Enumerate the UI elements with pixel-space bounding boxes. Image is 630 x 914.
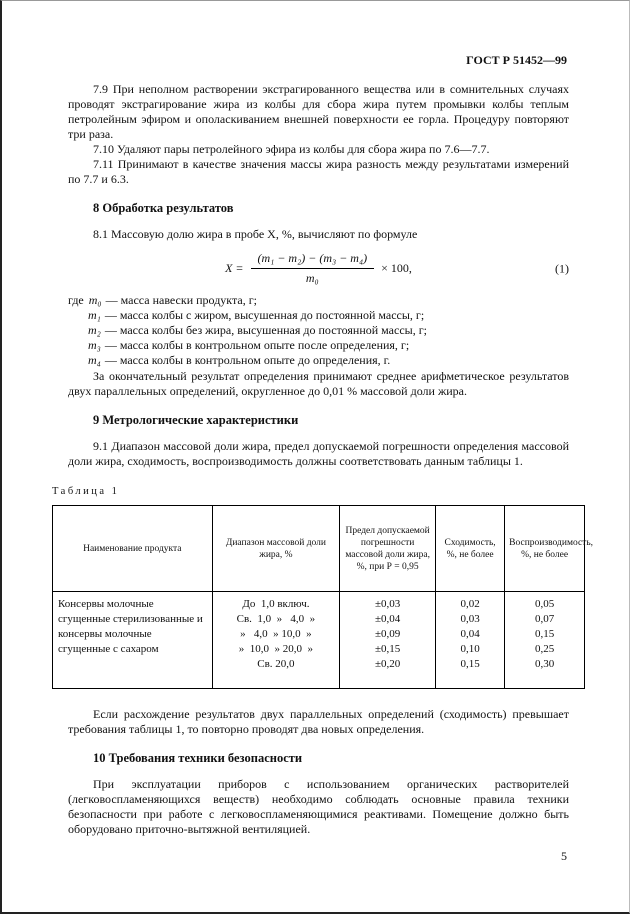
reproducibility-value: 0,30: [534, 658, 555, 670]
range-value: Св. 20,0: [257, 658, 295, 670]
clause-7-9: 7.9 При неполном растворении экстрагированного вещества или в сомнительных случаях проводят экстрагирование жира из колбы для сбора жира путем промывки колбы теплым петролейным эфиром и ополаскиванием внешней поверхности ее горла. Процедуру повторяют три раза.: [68, 82, 569, 141]
limit-value: ±0,09: [374, 628, 401, 640]
formula-definition-text: — масса навески продукта, г;: [105, 293, 257, 307]
cell-error-limits: [340, 592, 436, 689]
document-header: [2, 1, 629, 68]
cell-repeatability: [436, 592, 505, 689]
formula-definition-m1: [68, 308, 569, 323]
clause-9-1: 9.1 Диапазон массовой доли жира, предел допускаемой погрешности определения массовой доли жира, сходимость, воспроизводимость должны соответствовать данным таблицы 1.: [68, 439, 569, 468]
formula-definition-text: — масса колбы без жира, высушенная до постоянной массы, г;: [104, 323, 427, 337]
limit-value: ±0,04: [374, 613, 401, 625]
limit-value: ±0,20: [374, 658, 401, 670]
repeatability-value: 0,15: [460, 658, 480, 670]
formula-term-m4: m₄: [88, 353, 101, 367]
col-header-error-limit: Предел допускаемой погрешности массовой доли жира, %, при Р = 0,95: [340, 506, 436, 592]
limit-value: ±0,15: [374, 643, 401, 655]
formula-1: [68, 251, 569, 286]
section-9-heading: 9 Метрологические характеристики: [93, 413, 299, 427]
formula-definition-text: — масса колбы в контрольном опыте до определения, г.: [104, 353, 391, 367]
formula-expression: [225, 251, 412, 286]
reproducibility-value: 0,25: [534, 643, 555, 655]
range-value: » 4,0 » 10,0 »: [240, 628, 312, 640]
cell-reproducibility: [505, 592, 585, 689]
formula-definition-m3: [68, 338, 569, 353]
formula-term-m1: m₁: [88, 308, 101, 322]
section-10-heading: 10 Требования техники безопасности: [93, 751, 303, 765]
repeatability-value: 0,03: [460, 613, 480, 625]
formula-definition-text: — масса колбы с жиром, высушенная до постоянной массы, г;: [104, 308, 425, 322]
range-value: » 10,0 » 20,0 »: [238, 643, 314, 655]
clause-7-10: 7.10 Удаляют пары петролейного эфира из колбы для сбора жира по 7.6—7.7.: [93, 142, 490, 156]
page-number: 5: [561, 849, 567, 863]
formula-definition-m0: [68, 293, 569, 308]
standard-number: ГОСТ Р 51452—99: [466, 53, 567, 67]
table-row: [53, 592, 585, 689]
formula-definition-text: — масса колбы в контрольном опыте после определения, г;: [104, 338, 410, 352]
range-value: Св. 1,0 » 4,0 »: [236, 613, 316, 625]
where-label: где: [68, 293, 84, 307]
table-1: [52, 505, 594, 689]
range-value: До 1,0 включ.: [242, 598, 310, 610]
clause-8-1: 8.1 Массовую долю жира в пробе X, %, вычисляют по формуле: [93, 227, 418, 241]
page-content: [2, 68, 629, 837]
table-1-note: Если расхождение результатов двух параллельных определений (сходимость) превышает требования таблицы 1, то повторно проводят два новых определения.: [68, 707, 569, 736]
repeatability-value: 0,10: [460, 643, 480, 655]
formula-multiplier: × 100,: [381, 261, 412, 275]
formula-fraction: [251, 251, 375, 286]
formula-numerator: (m₁ − m₂) − (m₃ − m₄): [251, 251, 375, 269]
table-1-header: [53, 506, 594, 592]
limit-value: ±0,03: [374, 598, 401, 610]
col-header-reproducibility: Воспроизводимость, %, не более: [505, 506, 585, 592]
table-1-label: Таблица 1: [52, 486, 120, 497]
formula-denominator: m₀: [305, 271, 319, 285]
formula-definition-m2: [68, 323, 569, 338]
table-1-body: [53, 592, 585, 689]
clause-7-11: 7.11 Принимают в качестве значения массы жира разность между результатами измерений по 7.7 и 6.3.: [68, 157, 569, 186]
section-8-heading: 8 Обработка результатов: [93, 201, 234, 215]
repeatability-value: 0,02: [460, 598, 480, 610]
cell-product-name: Консервы молочные сгущенные стерилизованные и консервы молочные сгущенные с сахаром: [53, 592, 213, 689]
reproducibility-value: 0,15: [534, 628, 555, 640]
clause-8-closing: За окончательный результат определения принимают среднее арифметическое результатов двух параллельных определений, округленное до 0,01 % массовой доли жира.: [68, 369, 569, 398]
repeatability-value: 0,04: [460, 628, 480, 640]
reproducibility-value: 0,07: [534, 613, 555, 625]
formula-term-m0: m₀: [88, 293, 102, 307]
col-header-repeatability: Сходимость, %, не более: [436, 506, 505, 592]
formula-term-m3: m₃: [88, 338, 101, 352]
cell-ranges: [212, 592, 340, 689]
formula-definition-m4: [68, 353, 569, 368]
formula-term-m2: m₂: [88, 323, 101, 337]
col-header-range: Диапазон массовой доли жира, %: [212, 506, 340, 592]
clause-10-text: При эксплуатации приборов с использованием органических растворителей (легковоспламеняющихся веществ) необходимо соблюдать основные правила техники безопасности при работе с легковоспламеняющимися реактивами. Помещение должно быть оборудовано приточно-вытяжной вентиляцией.: [68, 777, 569, 836]
reproducibility-value: 0,05: [534, 598, 555, 610]
equation-number: (1): [555, 261, 569, 275]
formula-definitions: [68, 293, 569, 368]
formula-lhs: X =: [225, 261, 244, 275]
col-header-product: Наименование продукта: [53, 506, 213, 592]
